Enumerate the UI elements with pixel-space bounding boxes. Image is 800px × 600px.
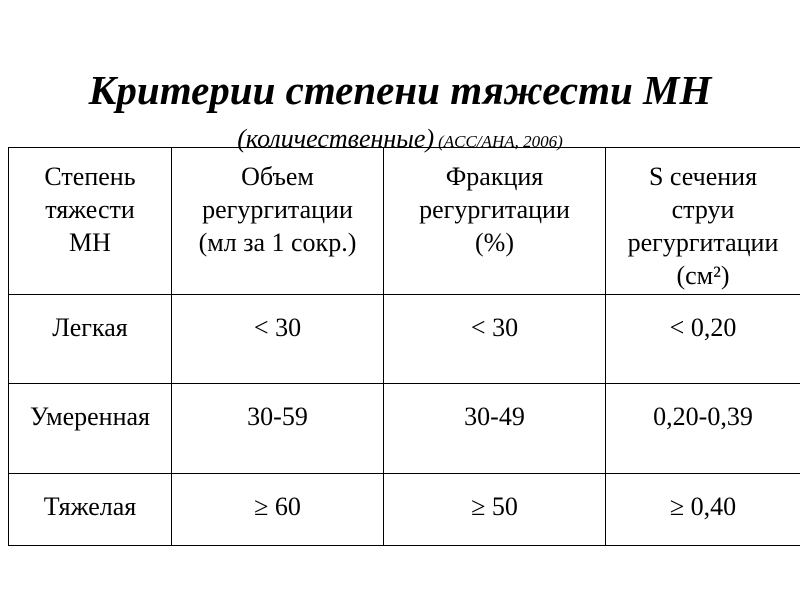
subtitle-reference: (ACC/AHA, 2006): [438, 132, 563, 151]
header-line: (см²): [676, 261, 730, 290]
row-label: Умеренная: [9, 384, 172, 474]
header-line: (%): [475, 228, 514, 257]
table-cell: < 0,20: [606, 295, 800, 384]
slide-title: Критерии степени тяжести МН: [88, 67, 712, 113]
header-line: S сечения: [648, 162, 758, 191]
header-line: струи: [671, 195, 735, 224]
row-label: Тяжелая: [9, 474, 172, 546]
header-line: регургитации: [202, 195, 353, 224]
table-header-row: [9, 148, 800, 295]
header-line: регургитации: [419, 195, 570, 224]
header-line: тяжести: [45, 195, 135, 224]
row-label: Легкая: [9, 295, 172, 384]
table-cell: < 30: [384, 295, 606, 384]
table-cell: 0,20-0,39: [606, 384, 800, 474]
header-cell-volume: [172, 148, 384, 295]
table-row: [9, 474, 800, 546]
header-line: Объем: [241, 162, 314, 191]
subtitle-main: (количественные): [237, 124, 435, 153]
header-line: Степень: [44, 162, 136, 191]
header-line: МН: [69, 228, 111, 257]
table-cell: 30-49: [384, 384, 606, 474]
table-cell: < 30: [172, 295, 384, 384]
table-cell: ≥ 60: [172, 474, 384, 546]
table-row: [9, 384, 800, 474]
header-cell-severity: [9, 148, 172, 295]
table-cell: ≥ 50: [384, 474, 606, 546]
header-line: Фракция: [445, 162, 544, 191]
header-line: регургитации: [627, 228, 779, 257]
severity-criteria-table: [8, 147, 800, 546]
table-row: [9, 295, 800, 384]
header-line: (мл за 1 сокр.): [198, 228, 357, 257]
header-cell-area: [606, 148, 800, 295]
header-cell-fraction: [384, 148, 606, 295]
table-cell: ≥ 0,40: [606, 474, 800, 546]
table-cell: 30-59: [172, 384, 384, 474]
